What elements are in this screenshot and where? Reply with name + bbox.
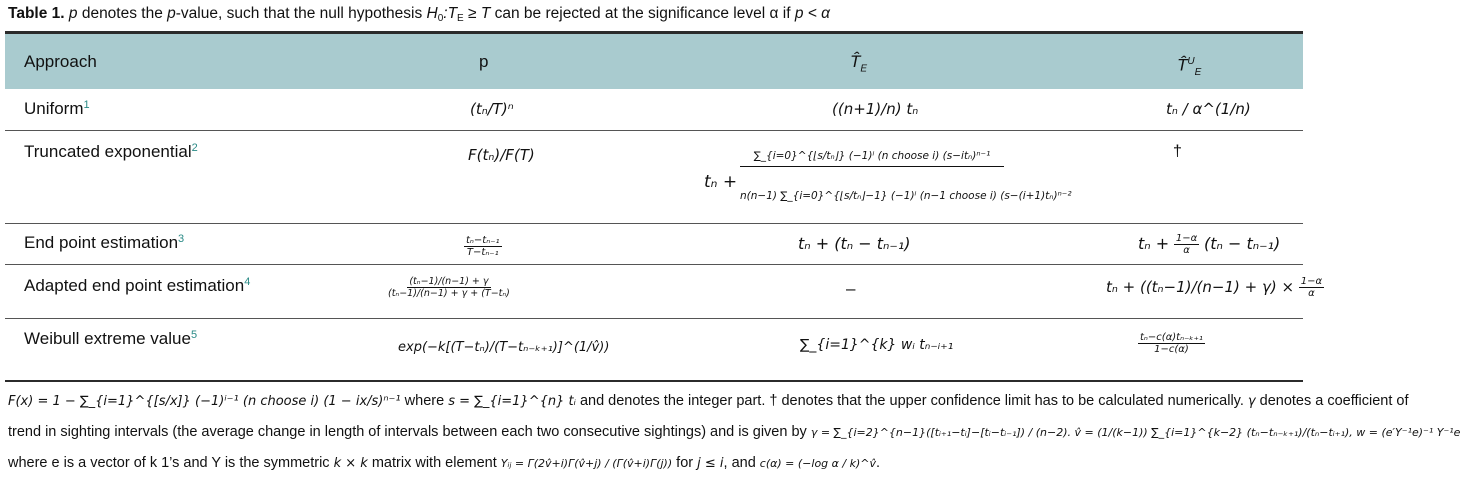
- row-endpoint-approach: End point estimation$^3$: [24, 233, 185, 252]
- row-uniform-teu: tₙ / α^(1/n): [1166, 100, 1251, 118]
- row-endpoint-p: $\frac{\text{tₙ−tₙ₋₁}}{\text{T−tₙ₋₁}}$: [466, 235, 500, 258]
- row-truncated-approach: Truncated exponential$^2$: [24, 142, 198, 161]
- row-uniform-te: ((n+1)/n) tₙ: [832, 100, 919, 118]
- header-p: p: [479, 52, 489, 71]
- row-uniform-approach: Uniform$^1$: [24, 99, 90, 118]
- footnote-line-1: F(x) = 1 − ∑_{i=1}^{[s/x]} (−1)ⁱ⁻¹ (n choose i) (1 − ix/s)ⁿ⁻¹ where s = ∑_{i=1}^{n} tᵢ and denotes the integer part. † denotes that the upper confidence limit has to be calculated numerically. γ denotes a coefficient of: [8, 393, 1409, 409]
- row-adapted-p: $\frac{\text{(tₙ−1)/(n−1) + γ}}{\text{(tₙ−1)/(n−1) + γ + (T−tₙ)}}$: [388, 276, 510, 299]
- reference-link-5[interactable]: 5: [190, 329, 198, 341]
- row-truncated-p: F(tₙ)/F(T): [468, 146, 535, 164]
- header-te: $T̂_E$: [850, 52, 868, 75]
- row-adapted-te: –: [846, 279, 856, 298]
- row-weibull-approach: Weibull extreme value$^5$: [24, 329, 198, 348]
- reference-link-4[interactable]: 4: [244, 276, 251, 288]
- reference-link-3[interactable]: 3: [178, 233, 185, 245]
- row-weibull-te: ∑_{i=1}^{k} wᵢ tₙ₋ᵢ₊₁: [800, 337, 954, 353]
- table-bottom-rule: [5, 380, 1303, 382]
- footnote-line-2: trend in sighting intervals (the average change in length of intervals between each two consecutive sightings) and is given by γ = ∑_{i=2}^{n−1}([tᵢ₊₁−tᵢ]−[tᵢ−tᵢ₋₁]) / (n−2). v̂ = (1/(k−1)) ∑_{i=1}^{k−2} (tₙ−tₙ₋ₖ₊₁)/(tₙ−tᵢ₊₁), w = (e′Y⁻¹e)⁻¹ Y⁻¹e: [8, 424, 1460, 440]
- row-adapted-approach: Adapted end point estimation$^4$: [24, 276, 251, 295]
- row-endpoint-te: tₙ + (tₙ − tₙ₋₁): [798, 234, 911, 253]
- row-truncated-teu: †: [1173, 143, 1182, 160]
- row-adapted-teu: tₙ + ((tₙ−1)/(n−1) + γ) × $\frac{1-\alpha}{\alpha}$: [1106, 276, 1323, 299]
- row-divider: [5, 130, 1303, 131]
- table-caption: Table 1. p denotes the p-value, such that the null hypothesis $H_0:T_E \ge T$ can be rejected at the significance level α if p < α: [8, 5, 830, 24]
- table-header-row: [5, 34, 1303, 89]
- row-truncated-te-lead: tₙ +: [704, 172, 738, 192]
- row-uniform-p: (tₙ/T)ⁿ: [470, 100, 514, 118]
- reference-link-1[interactable]: 1: [83, 99, 90, 111]
- row-truncated-te-denominator: n(n−1) ∑_{i=0}^{⌊s/tₙ⌋−1} (−1)ⁱ (n−1 choose i) (s−(i+1)tₙ)ⁿ⁻²: [740, 190, 1072, 202]
- row-weibull-p: exp(−k[(T−tₙ)/(T−tₙ₋ₖ₊₁)]^(1/v̂)): [398, 340, 610, 355]
- footnote-line-3: where e is a vector of k 1’s and Y is the symmetric k × k matrix with element Yᵢⱼ = Γ(2v̂+i)Γ(v̂+j) / (Γ(v̂+i)Γ(j)) for j ≤ i, and c(α) = (−log α / k)^v̂.: [8, 455, 881, 471]
- reference-link-2[interactable]: 2: [191, 142, 198, 154]
- row-endpoint-teu: tₙ + $\frac{1-\alpha}{\alpha}$ (tₙ − tₙ₋₁): [1138, 233, 1281, 256]
- header-approach: Approach: [24, 52, 97, 71]
- table-label: Table 1.: [8, 5, 65, 22]
- row-divider: [5, 264, 1303, 265]
- row-weibull-teu: $\frac{\text{tₙ−c(α)tₙ₋ₖ₊₁}}{1-c(\alpha)}$: [1140, 332, 1203, 355]
- header-teu: T̂$^U_E$: [1177, 55, 1202, 79]
- row-divider: [5, 318, 1303, 319]
- row-truncated-te-numerator: ∑_{i=0}^{⌊s/tₙ⌋} (−1)ⁱ (n choose i) (s−itₙ)ⁿ⁻¹: [740, 150, 1004, 167]
- row-divider: [5, 223, 1303, 224]
- table-footnote: [8, 386, 1460, 479]
